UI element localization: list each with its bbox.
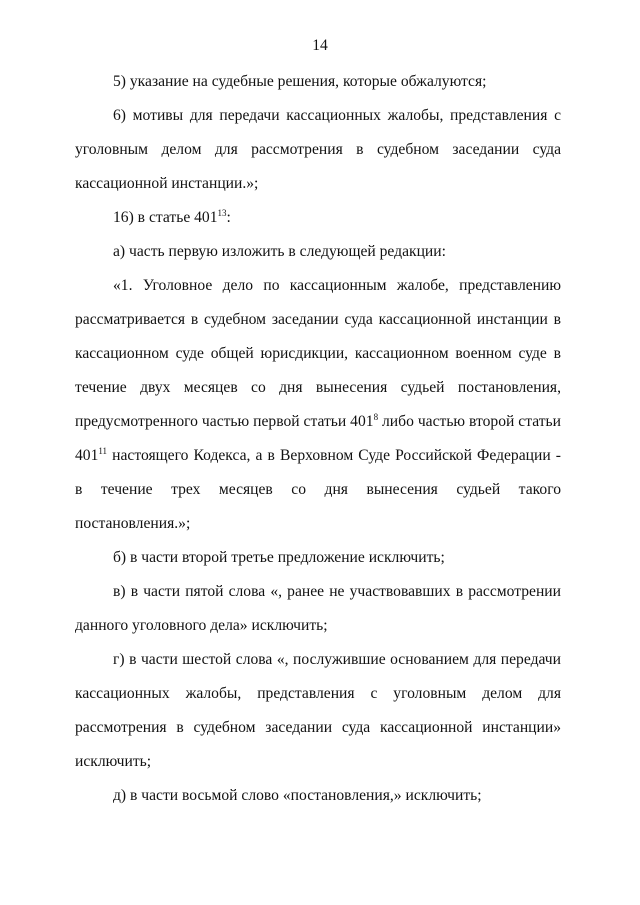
paragraph-subitem-g: г) в части шестой слова «, послужившие основанием для передачи кассационных жалобы, представления с уголовным делом для рассмотрения в судебном заседании суда кассационной инстанции» исключить;: [75, 651, 561, 770]
paragraph-subitem-a: а) часть первую изложить в следующей редакции:: [113, 243, 446, 260]
paragraph-subitem-d: д) в части восьмой слово «постановления,» исключить;: [113, 787, 482, 804]
paragraph-text: 16) в статье 401: [113, 209, 218, 226]
superscript: 13: [217, 208, 227, 218]
superscript: 11: [98, 446, 108, 456]
paragraph-text: «1. Уголовное дело по кассационным жалобе, представлению рассматривается в судебном заседании суда кассационной инстанции в кассационном суде общей юрисдикции, кассационном военном суде в течение двух месяцев со дня вынесения судьей постановления, предусмотренного частью первой статьи 401: [75, 277, 561, 430]
paragraph-text: либо частью второй статьи 401: [75, 413, 561, 464]
superscript: 8: [373, 412, 379, 422]
paragraph-item-16: [75, 201, 561, 235]
paragraph-subitem-v: в) в части пятой слова «, ранее не участвовавших в рассмотрении данного уголовного дела» исключить;: [75, 583, 561, 634]
paragraph-text: настоящего Кодекса, а в Верховном Суде Российской Федерации - в течение трех месяцев со дня вынесения судьей такого постановления.»;: [75, 447, 561, 532]
paragraph-text: :: [226, 209, 231, 226]
paragraph-item-6: 6) мотивы для передачи кассационных жалобы, представления с уголовным делом для рассмотрения в судебном заседании суда кассационной инстанции.»;: [75, 107, 561, 192]
page-number: 14: [312, 37, 328, 54]
paragraph-subitem-b: б) в части второй третье предложение исключить;: [113, 549, 445, 566]
paragraph-item-5: 5) указание на судебные решения, которые обжалуются;: [113, 73, 487, 90]
paragraph-quoted-part-1: [75, 269, 561, 541]
document-body: [75, 65, 561, 813]
